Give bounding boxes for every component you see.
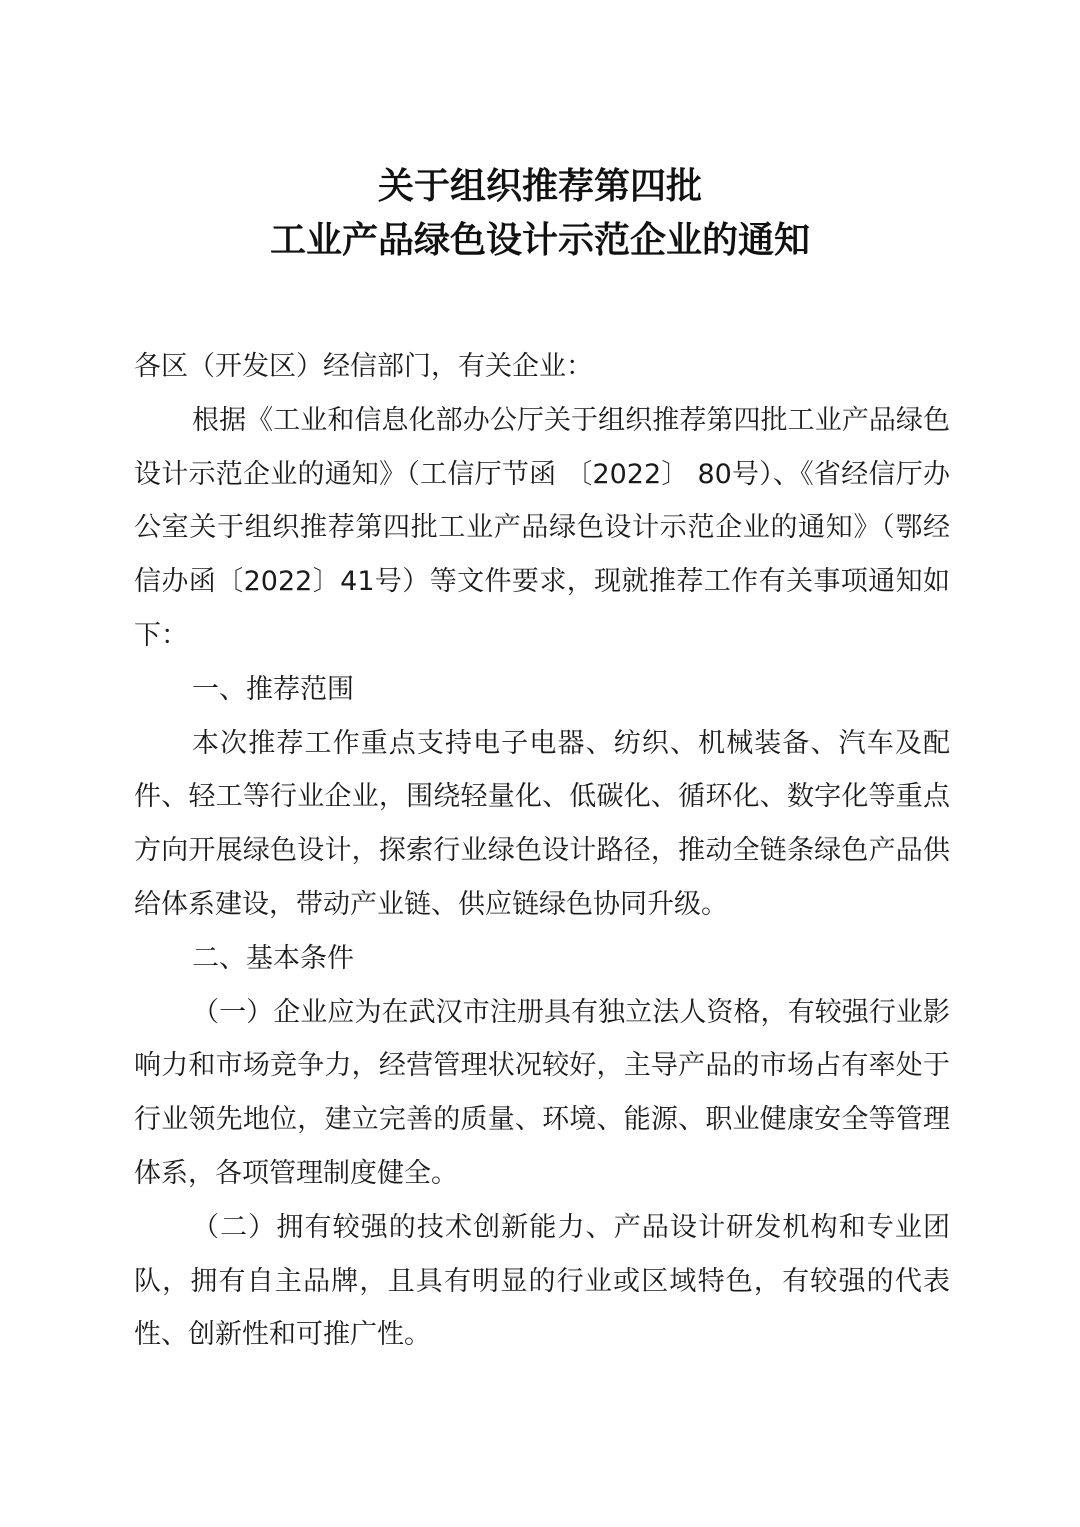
intro-paragraph: 根据《工业和信息化部办公厅关于组织推荐第四批工业产品绿色设计示范企业的通知》（工信厅节函 〔2022〕 80号）、《省经信厅办公室关于组织推荐第四批工业产品绿色设计示范企业的通知》（鄂经信办函〔2022〕41号）等文件要求，现就推荐工作有关事项通知如下： — [134, 404, 950, 651]
section-2-heading: 二、基本条件 — [192, 942, 354, 974]
condition-1-paragraph: （一）企业应为在武汉市注册具有独立法人资格，有较强行业影响力和市场竞争力，经营管理状况较好，主导产品的市场占有率处于行业领先地位，建立完善的质量、环境、能源、职业健康安全等管理体系，各项管理制度健全。 — [134, 996, 950, 1189]
condition-2-paragraph: （二）拥有较强的技术创新能力、产品设计研发机构和专业团队，拥有自主品牌，且具有明显的行业或区域特色，有较强的代表性、创新性和可推广性。 — [134, 1211, 950, 1351]
section-1-heading: 一、推荐范围 — [192, 673, 354, 705]
document-title-line-2: 工业产品绿色设计示范企业的通知 — [269, 219, 810, 261]
section-1-paragraph: 本次推荐工作重点支持电子电器、纺织、机械装备、汽车及配件、轻工等行业企业，围绕轻量化、低碳化、循环化、数字化等重点方向开展绿色设计，探索行业绿色设计路径，推动全链条绿色产品供给体系建设，带动产业链、供应链绿色协同升级。 — [134, 727, 950, 920]
document-body — [134, 340, 950, 1362]
salutation: 各区（开发区）经信部门，有关企业： — [134, 351, 593, 382]
document-title-line-1: 关于组织推荐第四批 — [377, 165, 702, 207]
